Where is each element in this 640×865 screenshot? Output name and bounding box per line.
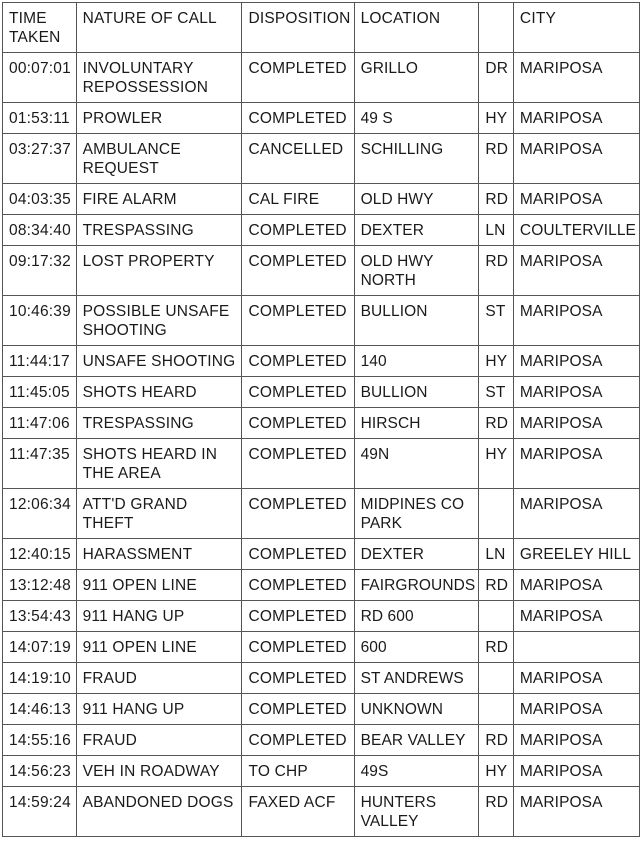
cell-time-taken: 04:03:35 bbox=[3, 184, 77, 215]
table-row bbox=[3, 601, 640, 632]
cell-city: MARIPOSA bbox=[513, 570, 639, 601]
cell-street-suffix: RD bbox=[479, 787, 514, 837]
cell-time-taken: 09:17:32 bbox=[3, 246, 77, 296]
cell-time-taken: 11:44:17 bbox=[3, 346, 77, 377]
table-row bbox=[3, 103, 640, 134]
cell-time-taken: 10:46:39 bbox=[3, 296, 77, 346]
cell-location: HUNTERS VALLEY bbox=[354, 787, 479, 837]
cell-disposition: COMPLETED bbox=[242, 725, 354, 756]
cell-disposition: COMPLETED bbox=[242, 408, 354, 439]
table-row bbox=[3, 53, 640, 103]
table-row bbox=[3, 408, 640, 439]
cell-location: OLD HWY NORTH bbox=[354, 246, 479, 296]
cell-city: MARIPOSA bbox=[513, 246, 639, 296]
cell-nature-of-call: AMBULANCE REQUEST bbox=[76, 134, 242, 184]
table-row bbox=[3, 663, 640, 694]
header-location: LOCATION bbox=[354, 3, 479, 53]
cell-time-taken: 14:19:10 bbox=[3, 663, 77, 694]
cell-city: MARIPOSA bbox=[513, 53, 639, 103]
cell-disposition: COMPLETED bbox=[242, 539, 354, 570]
cell-street-suffix: HY bbox=[479, 346, 514, 377]
table-row bbox=[3, 725, 640, 756]
cell-disposition: CAL FIRE bbox=[242, 184, 354, 215]
cell-time-taken: 11:45:05 bbox=[3, 377, 77, 408]
cell-street-suffix: LN bbox=[479, 215, 514, 246]
table-row bbox=[3, 694, 640, 725]
cell-street-suffix bbox=[479, 663, 514, 694]
cell-nature-of-call: LOST PROPERTY bbox=[76, 246, 242, 296]
cell-nature-of-call: ABANDONED DOGS bbox=[76, 787, 242, 837]
cell-location: RD 600 bbox=[354, 601, 479, 632]
cell-disposition: COMPLETED bbox=[242, 632, 354, 663]
cell-street-suffix: RD bbox=[479, 570, 514, 601]
header-nature-of-call: NATURE OF CALL bbox=[76, 3, 242, 53]
cell-city: MARIPOSA bbox=[513, 601, 639, 632]
cell-location: BULLION bbox=[354, 377, 479, 408]
cell-location: GRILLO bbox=[354, 53, 479, 103]
cell-time-taken: 01:53:11 bbox=[3, 103, 77, 134]
cell-nature-of-call: INVOLUNTARY REPOSSESSION bbox=[76, 53, 242, 103]
cell-time-taken: 11:47:06 bbox=[3, 408, 77, 439]
cell-disposition: CANCELLED bbox=[242, 134, 354, 184]
cell-city: MARIPOSA bbox=[513, 663, 639, 694]
cell-location: 49S bbox=[354, 756, 479, 787]
cell-nature-of-call: VEH IN ROADWAY bbox=[76, 756, 242, 787]
cell-street-suffix: RD bbox=[479, 134, 514, 184]
cell-nature-of-call: ATT'D GRAND THEFT bbox=[76, 489, 242, 539]
cell-city: MARIPOSA bbox=[513, 346, 639, 377]
cell-time-taken: 14:56:23 bbox=[3, 756, 77, 787]
cell-street-suffix: RD bbox=[479, 725, 514, 756]
cell-location: HIRSCH bbox=[354, 408, 479, 439]
table-row bbox=[3, 570, 640, 601]
cell-location: DEXTER bbox=[354, 215, 479, 246]
cell-disposition: COMPLETED bbox=[242, 570, 354, 601]
cell-street-suffix: RD bbox=[479, 184, 514, 215]
cell-city: MARIPOSA bbox=[513, 694, 639, 725]
cell-time-taken: 11:47:35 bbox=[3, 439, 77, 489]
table-header bbox=[3, 3, 640, 53]
cell-street-suffix: RD bbox=[479, 632, 514, 663]
cell-time-taken: 14:55:16 bbox=[3, 725, 77, 756]
table-row bbox=[3, 377, 640, 408]
cell-city: MARIPOSA bbox=[513, 787, 639, 837]
cell-location: MIDPINES CO PARK bbox=[354, 489, 479, 539]
cell-location: OLD HWY bbox=[354, 184, 479, 215]
cell-disposition: COMPLETED bbox=[242, 694, 354, 725]
header-city: CITY bbox=[513, 3, 639, 53]
cell-disposition: COMPLETED bbox=[242, 346, 354, 377]
cell-time-taken: 08:34:40 bbox=[3, 215, 77, 246]
cell-city: MARIPOSA bbox=[513, 725, 639, 756]
cell-disposition: COMPLETED bbox=[242, 103, 354, 134]
cell-time-taken: 14:46:13 bbox=[3, 694, 77, 725]
cell-nature-of-call: SHOTS HEARD IN THE AREA bbox=[76, 439, 242, 489]
cell-time-taken: 12:06:34 bbox=[3, 489, 77, 539]
cell-disposition: COMPLETED bbox=[242, 215, 354, 246]
table-row bbox=[3, 134, 640, 184]
cell-city: MARIPOSA bbox=[513, 184, 639, 215]
cell-street-suffix bbox=[479, 694, 514, 725]
cell-disposition: COMPLETED bbox=[242, 377, 354, 408]
cell-nature-of-call: FIRE ALARM bbox=[76, 184, 242, 215]
table-row bbox=[3, 756, 640, 787]
cell-city: MARIPOSA bbox=[513, 439, 639, 489]
cell-nature-of-call: 911 HANG UP bbox=[76, 601, 242, 632]
header-row bbox=[3, 3, 640, 53]
cell-disposition: COMPLETED bbox=[242, 663, 354, 694]
table-row bbox=[3, 787, 640, 837]
cell-disposition: COMPLETED bbox=[242, 439, 354, 489]
header-disposition: DISPOSITION bbox=[242, 3, 354, 53]
cell-nature-of-call: 911 OPEN LINE bbox=[76, 632, 242, 663]
cell-time-taken: 00:07:01 bbox=[3, 53, 77, 103]
table-row bbox=[3, 346, 640, 377]
cell-time-taken: 14:59:24 bbox=[3, 787, 77, 837]
cell-disposition: TO CHP bbox=[242, 756, 354, 787]
cell-street-suffix: HY bbox=[479, 439, 514, 489]
cell-location: 49 S bbox=[354, 103, 479, 134]
cell-nature-of-call: FRAUD bbox=[76, 725, 242, 756]
cell-street-suffix: LN bbox=[479, 539, 514, 570]
cell-city: MARIPOSA bbox=[513, 408, 639, 439]
table-row bbox=[3, 439, 640, 489]
cell-location: 140 bbox=[354, 346, 479, 377]
cell-disposition: COMPLETED bbox=[242, 246, 354, 296]
table-row bbox=[3, 184, 640, 215]
cell-city: MARIPOSA bbox=[513, 103, 639, 134]
cell-nature-of-call: SHOTS HEARD bbox=[76, 377, 242, 408]
cell-city: MARIPOSA bbox=[513, 134, 639, 184]
cell-street-suffix: ST bbox=[479, 377, 514, 408]
table-row bbox=[3, 632, 640, 663]
cell-street-suffix bbox=[479, 489, 514, 539]
cell-street-suffix bbox=[479, 601, 514, 632]
table-row bbox=[3, 246, 640, 296]
cell-time-taken: 13:54:43 bbox=[3, 601, 77, 632]
cell-street-suffix: ST bbox=[479, 296, 514, 346]
cell-nature-of-call: 911 HANG UP bbox=[76, 694, 242, 725]
cell-city: MARIPOSA bbox=[513, 489, 639, 539]
cell-city: MARIPOSA bbox=[513, 296, 639, 346]
cell-location: DEXTER bbox=[354, 539, 479, 570]
cell-time-taken: 12:40:15 bbox=[3, 539, 77, 570]
cell-location: 600 bbox=[354, 632, 479, 663]
cell-location: BEAR VALLEY bbox=[354, 725, 479, 756]
cell-location: BULLION bbox=[354, 296, 479, 346]
cell-location: UNKNOWN bbox=[354, 694, 479, 725]
cell-time-taken: 14:07:19 bbox=[3, 632, 77, 663]
cell-city: MARIPOSA bbox=[513, 377, 639, 408]
table-row bbox=[3, 539, 640, 570]
table-row bbox=[3, 215, 640, 246]
cell-street-suffix: RD bbox=[479, 408, 514, 439]
cell-nature-of-call: TRESPASSING bbox=[76, 408, 242, 439]
table-row bbox=[3, 296, 640, 346]
cell-disposition: COMPLETED bbox=[242, 296, 354, 346]
cell-street-suffix: DR bbox=[479, 53, 514, 103]
cell-street-suffix: HY bbox=[479, 756, 514, 787]
cell-nature-of-call: TRESPASSING bbox=[76, 215, 242, 246]
cell-disposition: COMPLETED bbox=[242, 53, 354, 103]
cell-city bbox=[513, 632, 639, 663]
table-row bbox=[3, 489, 640, 539]
cell-nature-of-call: POSSIBLE UNSAFE SHOOTING bbox=[76, 296, 242, 346]
cell-city: COULTERVILLE bbox=[513, 215, 639, 246]
header-time-taken: TIME TAKEN bbox=[3, 3, 77, 53]
cell-disposition: COMPLETED bbox=[242, 601, 354, 632]
cell-street-suffix: HY bbox=[479, 103, 514, 134]
cell-nature-of-call: FRAUD bbox=[76, 663, 242, 694]
cell-disposition: COMPLETED bbox=[242, 489, 354, 539]
cell-location: ST ANDREWS bbox=[354, 663, 479, 694]
cell-nature-of-call: UNSAFE SHOOTING bbox=[76, 346, 242, 377]
cell-city: GREELEY HILL bbox=[513, 539, 639, 570]
cell-city: MARIPOSA bbox=[513, 756, 639, 787]
cell-nature-of-call: PROWLER bbox=[76, 103, 242, 134]
call-log-table bbox=[2, 2, 640, 837]
cell-disposition: FAXED ACF bbox=[242, 787, 354, 837]
header-street-suffix bbox=[479, 3, 514, 53]
cell-location: 49N bbox=[354, 439, 479, 489]
cell-nature-of-call: HARASSMENT bbox=[76, 539, 242, 570]
cell-location: SCHILLING bbox=[354, 134, 479, 184]
cell-time-taken: 03:27:37 bbox=[3, 134, 77, 184]
cell-street-suffix: RD bbox=[479, 246, 514, 296]
table-body bbox=[3, 53, 640, 837]
cell-time-taken: 13:12:48 bbox=[3, 570, 77, 601]
cell-location: FAIRGROUNDS bbox=[354, 570, 479, 601]
cell-nature-of-call: 911 OPEN LINE bbox=[76, 570, 242, 601]
